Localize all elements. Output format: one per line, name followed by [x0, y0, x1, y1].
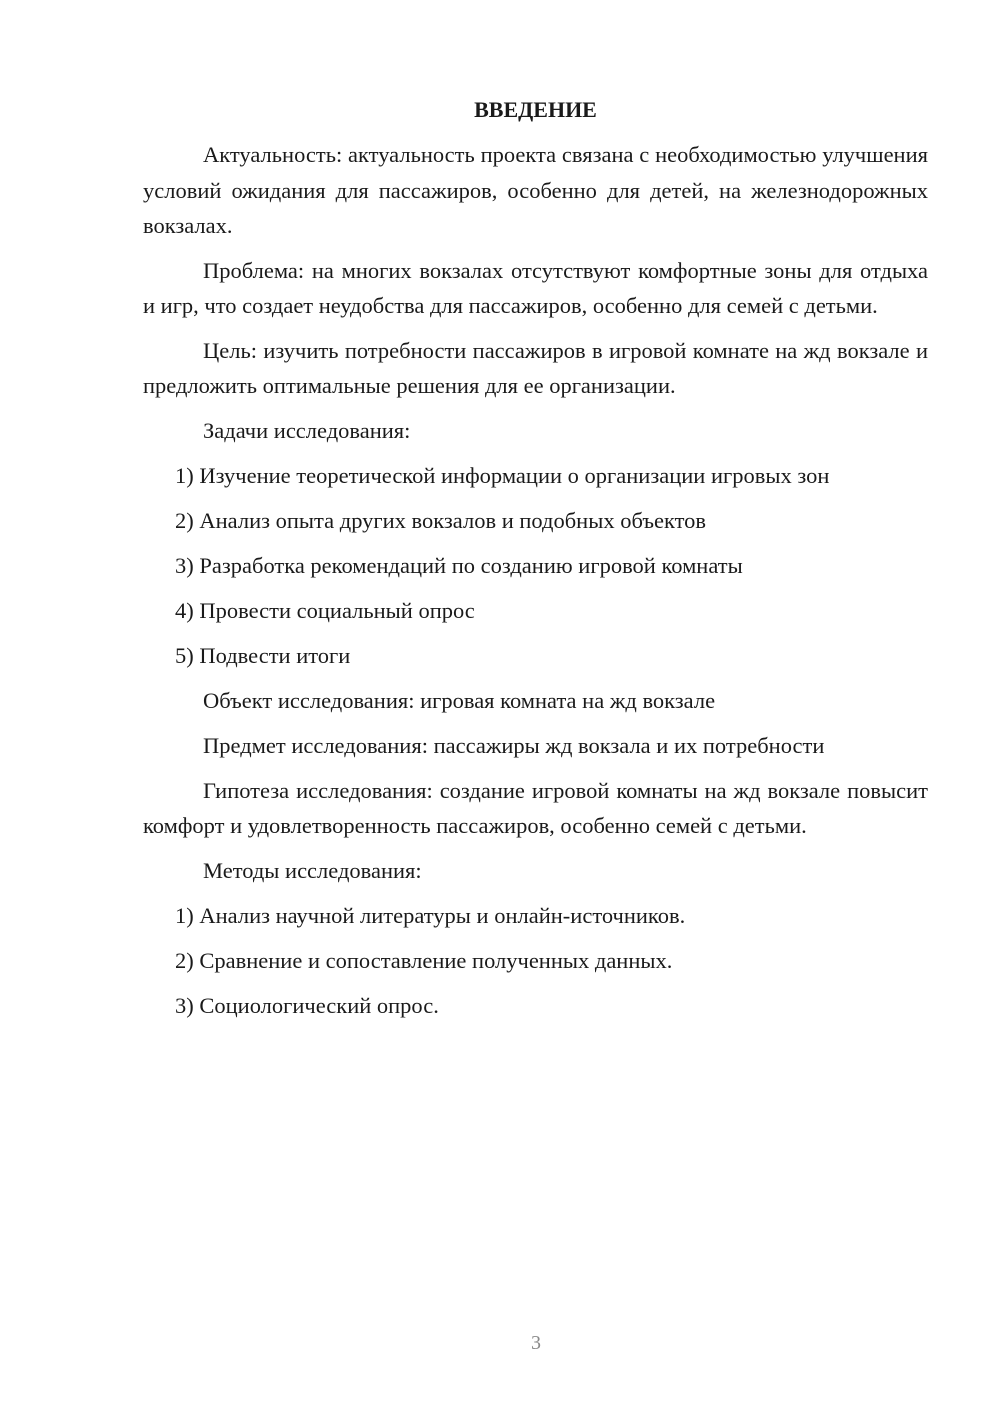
methods-title: Методы исследования:	[203, 857, 422, 883]
task-item: 3) Разработка рекомендаций по созданию игровой комнаты	[175, 552, 743, 578]
research-object: Объект исследования: игровая комната на жд вокзале	[203, 687, 716, 713]
hypothesis-paragraph: Гипотеза исследования: создание игровой комнаты на жд вокзале повысит комфорт и удовлетворенность пассажиров, особенно семей с детьми.	[143, 777, 928, 838]
method-item: 2) Сравнение и сопоставление полученных данных.	[175, 947, 673, 973]
task-item: 5) Подвести итоги	[175, 642, 351, 668]
task-item: 2) Анализ опыта других вокзалов и подобных объектов	[175, 507, 706, 533]
method-item: 3) Социологический опрос.	[175, 992, 439, 1018]
goal-paragraph: Цель: изучить потребности пассажиров в игровой комнате на жд вокзале и предложить оптимальные решения для ее организации.	[143, 337, 928, 398]
task-item: 1) Изучение теоретической информации о организации игровых зон	[175, 462, 830, 488]
document-body	[143, 92, 928, 1033]
page-number: 3	[531, 1332, 541, 1354]
research-subject: Предмет исследования: пассажиры жд вокзала и их потребности	[203, 732, 825, 758]
relevance-paragraph: Актуальность: актуальность проекта связана с необходимостью улучшения условий ожидания для пассажиров, особенно для детей, на железнодорожных вокзалах.	[143, 142, 928, 238]
problem-paragraph: Проблема: на многих вокзалах отсутствуют комфортные зоны для отдыха и игр, что создает неудобства для пассажиров, особенно для семей с детьми.	[143, 257, 928, 318]
task-item: 4) Провести социальный опрос	[175, 597, 475, 623]
tasks-title: Задачи исследования:	[203, 417, 411, 443]
method-item: 1) Анализ научной литературы и онлайн-источников.	[175, 902, 686, 928]
section-heading: ВВЕДЕНИЕ	[474, 97, 597, 122]
